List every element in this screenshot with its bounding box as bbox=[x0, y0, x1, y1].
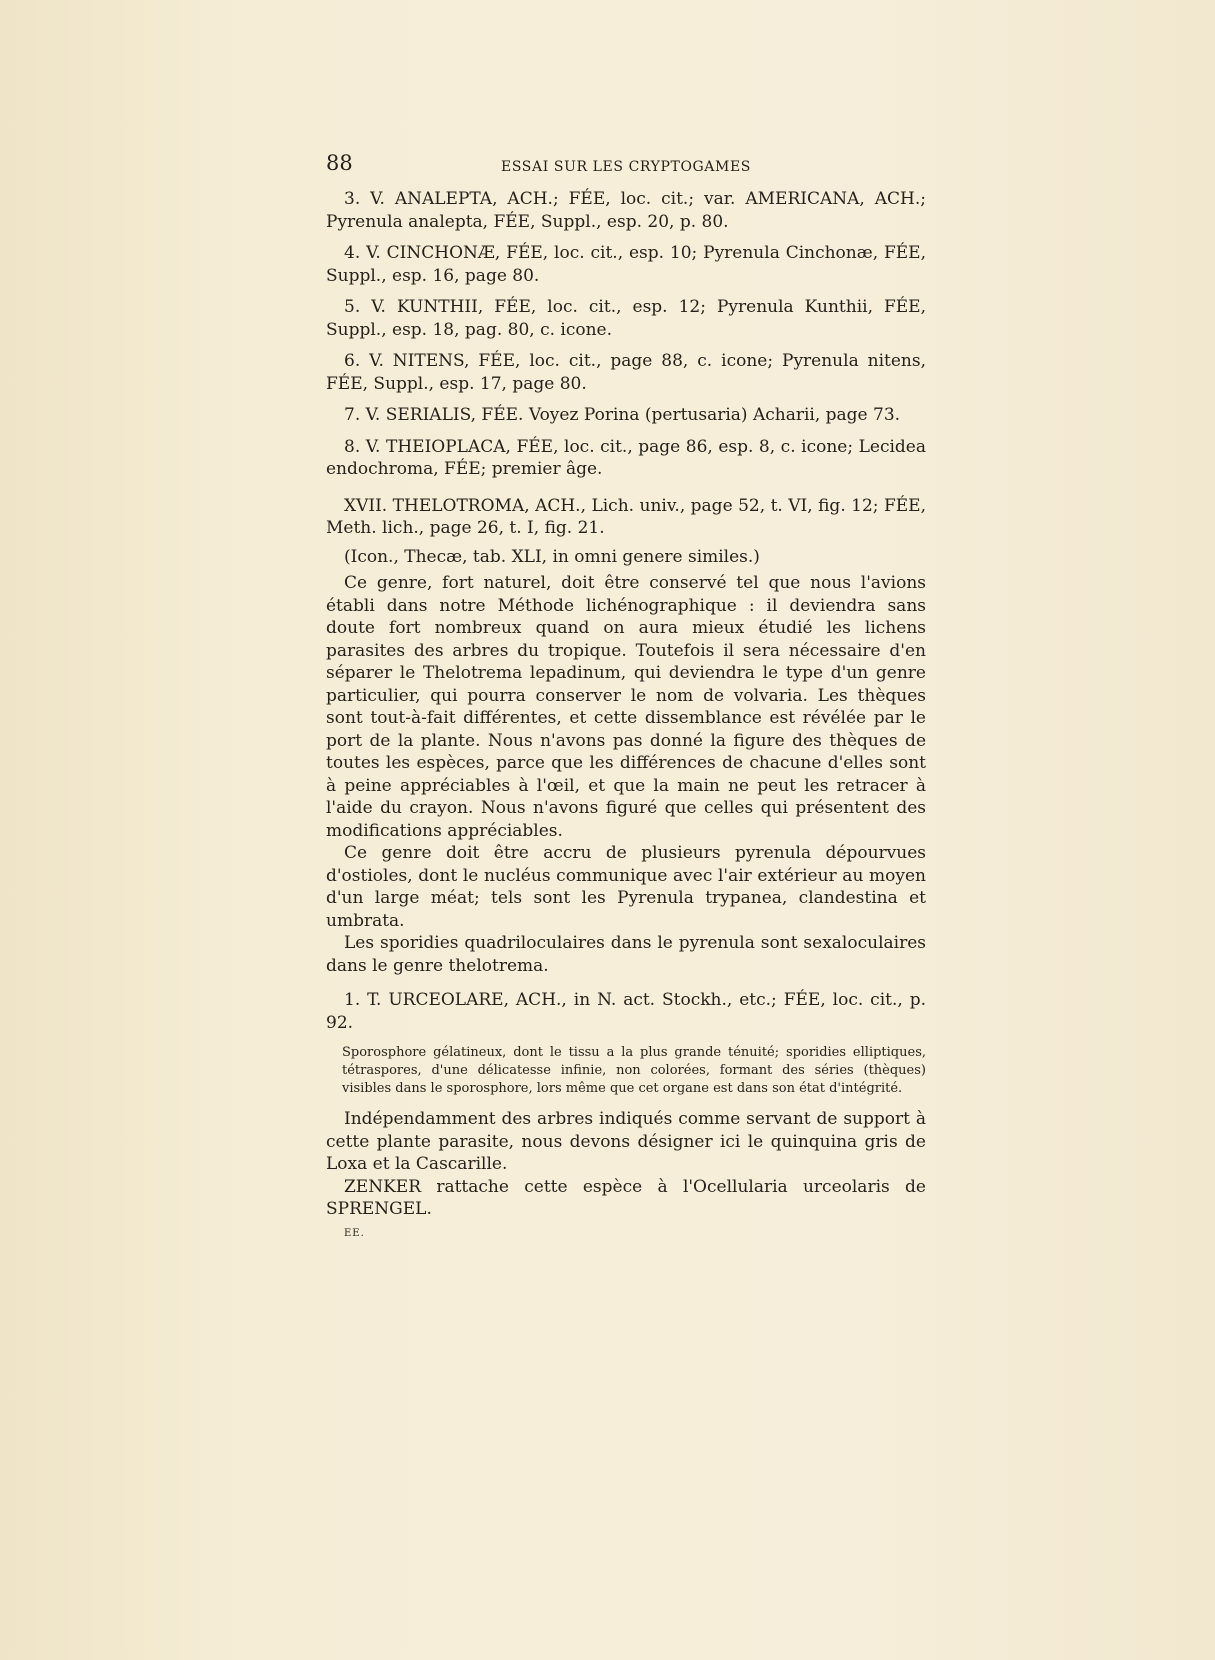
entry-4: 4. V. CINCHONÆ, FÉE, loc. cit., esp. 10; Pyrenula Cinchonæ, FÉE, Suppl., esp. 16, page 80. bbox=[326, 243, 926, 286]
running-head: ESSAI SUR LES CRYPTOGAMES bbox=[501, 159, 751, 175]
icon-reference: (Icon., Thecæ, tab. XLI, in omni genere similes.) bbox=[344, 546, 760, 567]
page-number: 88 bbox=[326, 151, 353, 175]
signature-mark: EE. bbox=[344, 1227, 365, 1239]
entry-5: 5. V. KUNTHII, FÉE, loc. cit., esp. 12; Pyrenula Kunthii, FÉE, Suppl., esp. 18, pag. 80, c. icone. bbox=[326, 297, 926, 340]
genus-heading: XVII. THELOTROMA, ACH., Lich. univ., page 52, t. VI, fig. 12; FÉE, Meth. lich., page 26, t. I, fig. 21. bbox=[326, 495, 926, 538]
closing-paragraph-2: ZENKER rattache cette espèce à l'Ocellularia urceolaris de SPRENGEL. bbox=[326, 1176, 926, 1219]
entry-3: 3. V. ANALEPTA, ACH.; FÉE, loc. cit.; var. AMERICANA, ACH.; Pyrenula analepta, FÉE, Suppl., esp. 20, p. 80. bbox=[326, 189, 926, 232]
species-entry: 1. T. URCEOLARE, ACH., in N. act. Stockh., etc.; FÉE, loc. cit., p. 92. bbox=[326, 990, 926, 1033]
page-header bbox=[326, 151, 926, 182]
paragraph-3: Les sporidies quadriloculaires dans le pyrenula sont sexaloculaires dans le genre thelotrema. bbox=[326, 933, 926, 976]
entry-8: 8. V. THEIOPLACA, FÉE, loc. cit., page 86, esp. 8, c. icone; Lecidea endochroma, FÉE; premier âge. bbox=[326, 436, 926, 479]
paragraph-1: Ce genre, fort naturel, doit être conservé tel que nous l'avions établi dans notre Méthode lichénographique : il deviendra sans doute fort nombreux quand on aura mieux étudié les lichens parasites des arbres du tropique. Toutefois il sera nécessaire d'en séparer le Thelotrema lepadinum, qui deviendra le type d'un genre particulier, qui pourra conserver le nom de volvaria. Les thèques sont tout-à-fait différentes, et cette dissemblance est révélée par le port de la plante. Nous n'avons pas donné la figure des thèques de toutes les espèces, parce que les différences de chacune d'elles sont à peine appréciables à l'œil, et que la main ne peut les retracer à l'aide du crayon. Nous n'avons figuré que celles qui présentent des modifications appréciables. bbox=[326, 573, 926, 841]
species-description: Sporosphore gélatineux, dont le tissu a la plus grande ténuité; sporidies elliptiques, tétraspores, d'une délicatesse infinie, non colorées, formant des séries (thèques) visibles dans le sporosphore, lors même que cet organe est dans son état d'intégrité. bbox=[342, 1045, 926, 1096]
entry-7: 7. V. SERIALIS, FÉE. Voyez Porina (pertusaria) Acharii, page 73. bbox=[344, 405, 901, 425]
paragraph-2: Ce genre doit être accru de plusieurs pyrenula dépourvues d'ostioles, dont le nucléus communique avec l'air extérieur au moyen d'un large méat; tels sont les Pyrenula trypanea, clandestina et umbrata. bbox=[326, 843, 926, 931]
text-block bbox=[326, 151, 926, 1245]
closing-paragraph-1: Indépendamment des arbres indiqués comme servant de support à cette plante parasite, nous devons désigner ici le quinquina gris de Loxa et la Cascarille. bbox=[326, 1109, 926, 1174]
entry-6: 6. V. NITENS, FÉE, loc. cit., page 88, c. icone; Pyrenula nitens, FÉE, Suppl., esp. 17, page 80. bbox=[326, 351, 926, 394]
